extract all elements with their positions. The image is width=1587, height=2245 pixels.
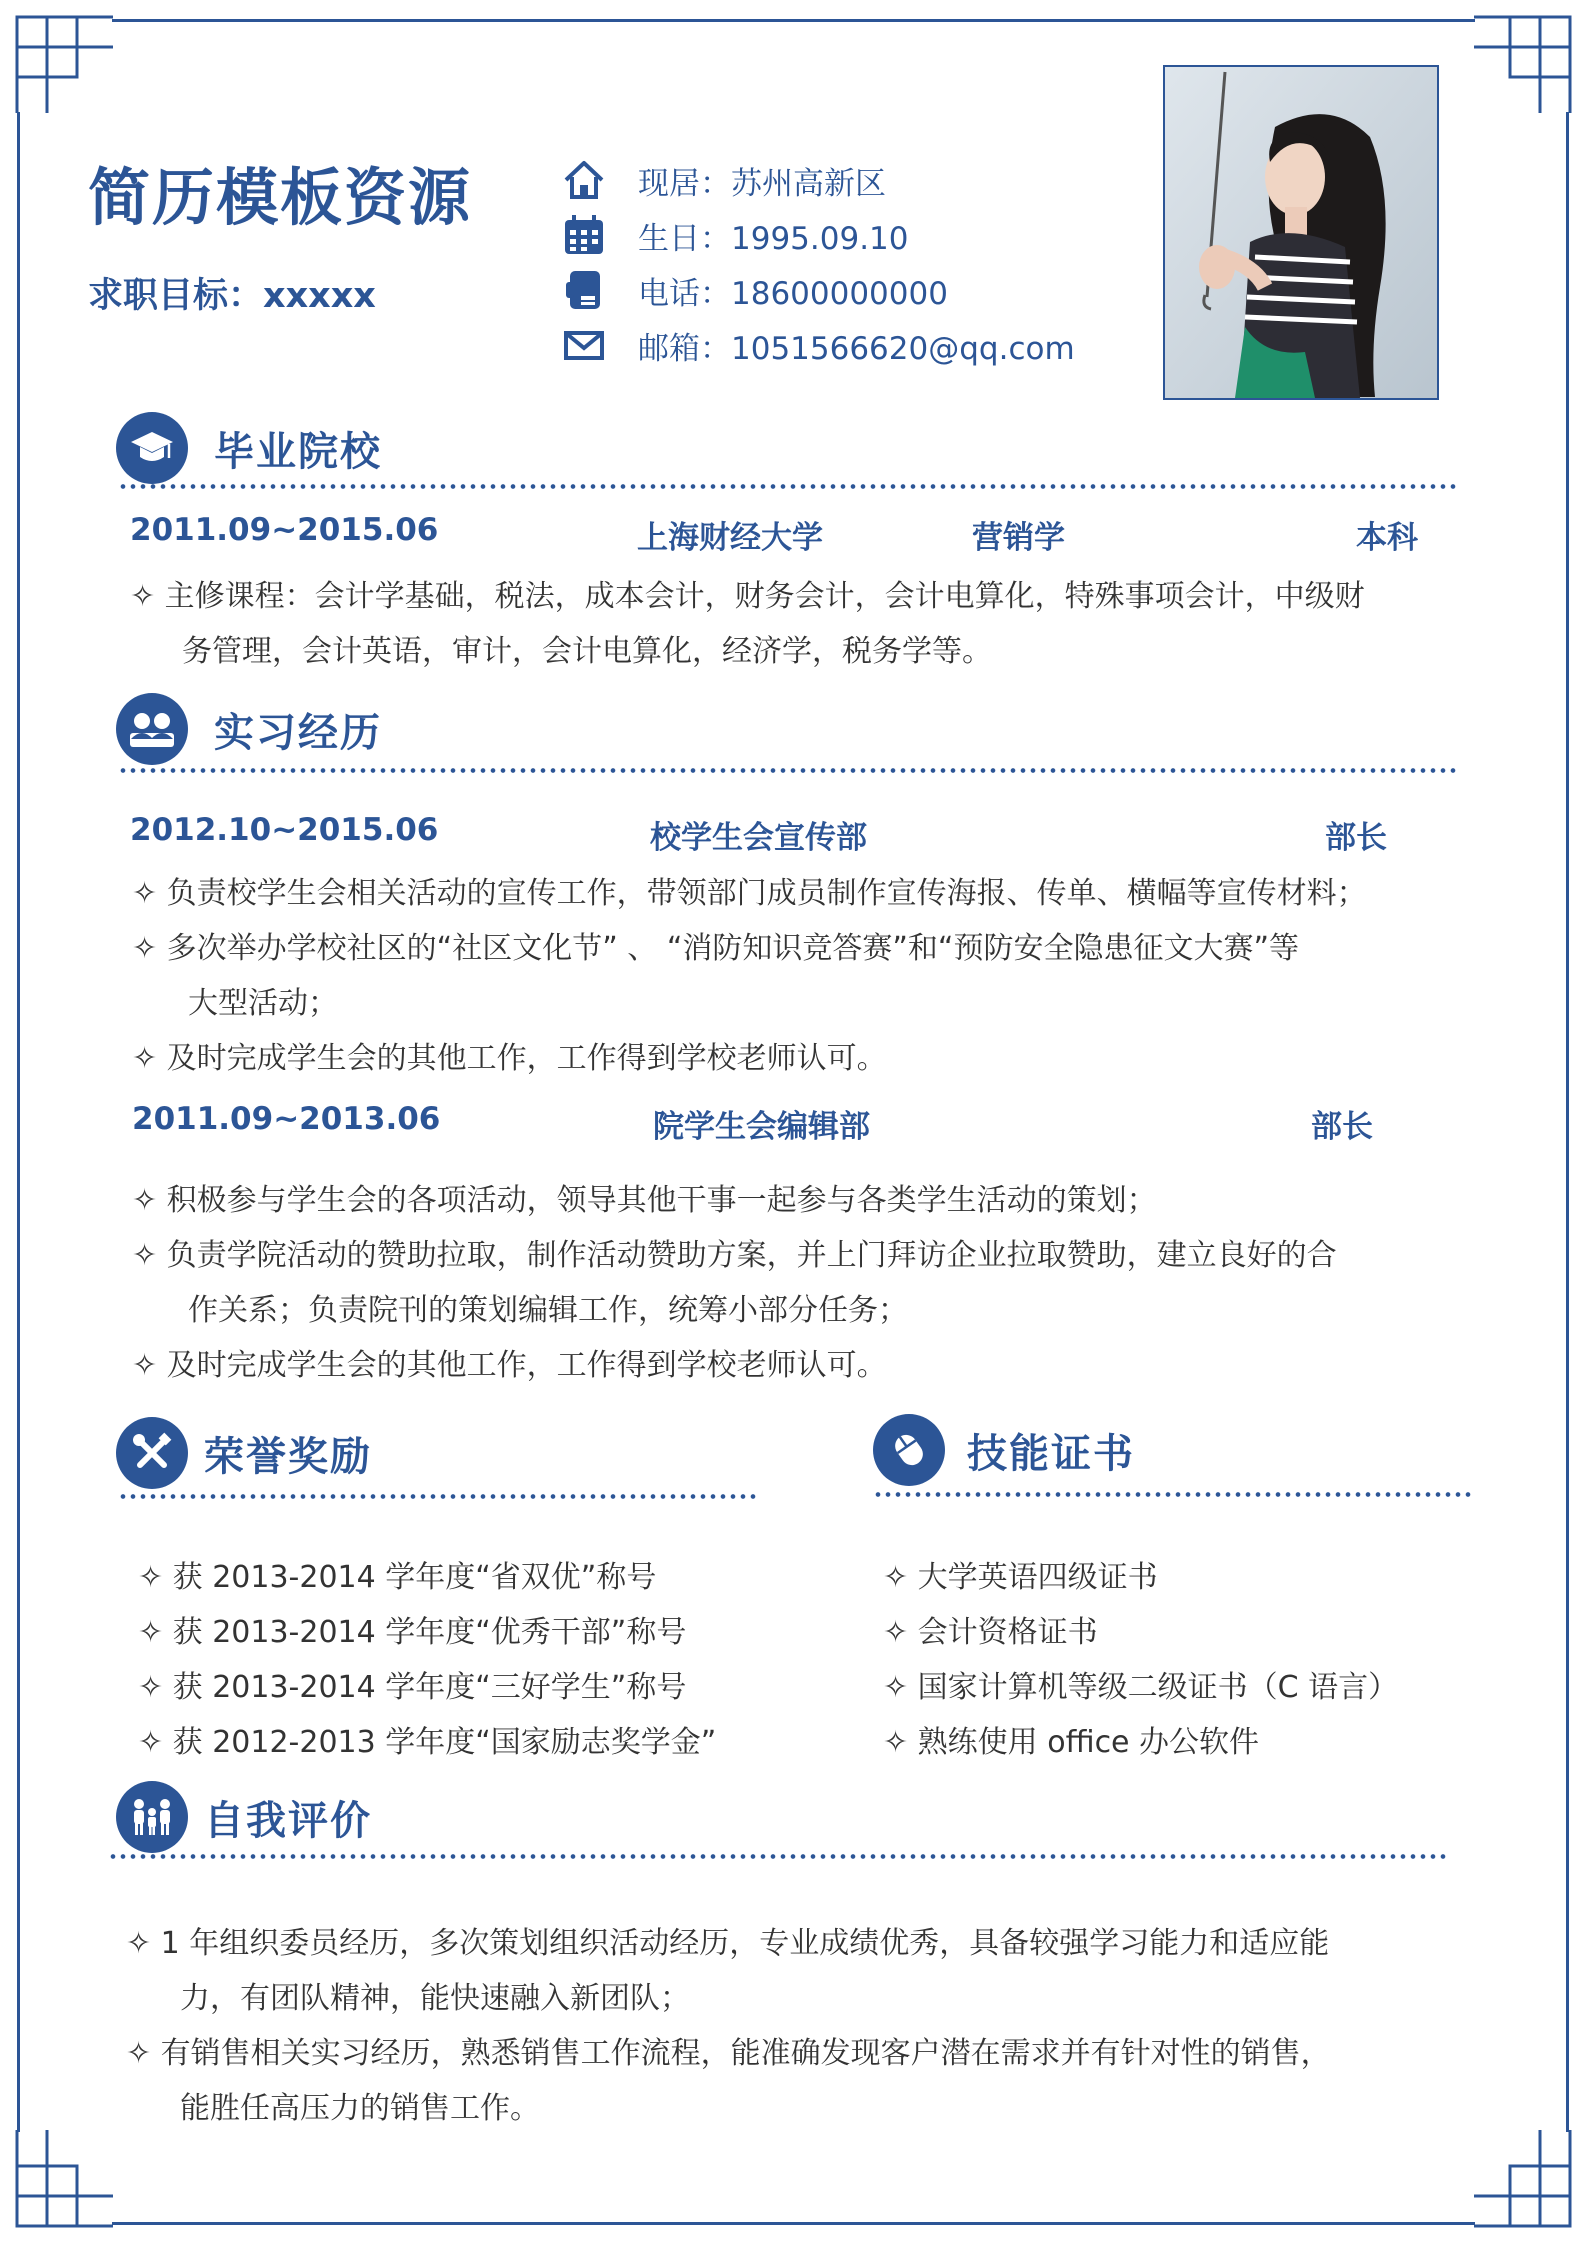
skill-item-2: ✧ 会计资格证书	[883, 1615, 1098, 1650]
job-1-date: 2012.10~2015.06	[130, 812, 439, 848]
section-internship-header	[116, 689, 382, 769]
graduation-cap-icon	[116, 412, 188, 484]
frame-left	[17, 112, 20, 2132]
section-self-eval-divider	[108, 1854, 1450, 1859]
education-degree: 本科	[1356, 520, 1418, 556]
job-1-line-2: ✧ 多次举办学校社区的“社区文化节” 、 “消防知识竞答赛”和“预防安全隐患征文大赛”等	[132, 931, 1299, 966]
section-education-divider	[118, 484, 1458, 489]
skill-item-3: ✧ 国家计算机等级二级证书（C 语言）	[883, 1670, 1399, 1705]
job-2-org: 院学生会编辑部	[653, 1109, 870, 1145]
section-self-eval-header	[116, 1777, 372, 1857]
education-courses-line-2: 务管理，会计英语，审计，会计电算化，经济学，税务学等。	[182, 634, 992, 669]
job-2-line-3: 作关系；负责院刊的策划编辑工作，统筹小部分任务；	[188, 1293, 908, 1328]
skill-item-1: ✧ 大学英语四级证书	[883, 1560, 1158, 1595]
job-2-date: 2011.09~2013.06	[132, 1101, 441, 1137]
job-1-line-1: ✧ 负责校学生会相关活动的宣传工作，带领部门成员制作宣传海报、传单、横幅等宣传材料；	[132, 876, 1367, 911]
phone-icon	[560, 266, 608, 314]
job-2-line-4: ✧ 及时完成学生会的其他工作，工作得到学校老师认可。	[132, 1348, 887, 1383]
corner-ornament-bottom-right	[1472, 2128, 1572, 2228]
job-1-role: 部长	[1325, 820, 1387, 856]
mouse-icon	[873, 1414, 945, 1486]
frame-top	[112, 19, 1475, 22]
job-2-line-1: ✧ 积极参与学生会的各项活动，领导其他干事一起参与各类学生活动的策划；	[132, 1183, 1157, 1218]
education-major: 营销学	[972, 520, 1065, 556]
section-education-header	[116, 408, 382, 488]
corner-ornament-bottom-left	[15, 2128, 115, 2228]
contact-birthday	[560, 210, 909, 260]
job-1-line-3: 大型活动；	[188, 986, 338, 1021]
corner-ornament-top-right	[1472, 15, 1572, 115]
job-1-line-4: ✧ 及时完成学生会的其他工作，工作得到学校老师认可。	[132, 1041, 887, 1076]
job-objective: 求职目标：xxxxx	[88, 276, 376, 316]
honor-item-3: ✧ 获 2013-2014 学年度“三好学生”称号	[138, 1670, 687, 1705]
section-skills-divider	[873, 1492, 1473, 1497]
self-eval-line-4: 能胜任高压力的销售工作。	[180, 2091, 540, 2126]
honor-item-2: ✧ 获 2013-2014 学年度“优秀干部”称号	[138, 1615, 687, 1650]
contact-phone-text: 电话：18600000000	[638, 275, 948, 312]
job-1-org: 校学生会宣传部	[650, 820, 867, 856]
section-honors-divider	[118, 1494, 760, 1499]
section-internship-divider	[118, 768, 1458, 773]
job-2-line-2: ✧ 负责学院活动的赞助拉取，制作活动赞助方案，并上门拜访企业拉取赞助，建立良好的合	[132, 1238, 1337, 1273]
contact-phone	[560, 265, 948, 315]
contact-address	[560, 155, 886, 205]
mail-icon	[560, 321, 608, 369]
contact-email-text: 邮箱：1051566620@qq.com	[638, 330, 1075, 367]
education-date: 2011.09~2015.06	[130, 512, 439, 548]
skill-item-4: ✧ 熟练使用 office 办公软件	[883, 1725, 1260, 1760]
self-eval-line-1: ✧ 1 年组织委员经历，多次策划组织活动经历，专业成绩优秀，具备较强学习能力和适应能	[126, 1926, 1330, 1961]
calendar-icon	[560, 211, 608, 259]
team-icon	[116, 693, 188, 765]
section-education-title: 毕业院校	[214, 428, 382, 475]
section-self-eval-title: 自我评价	[204, 1797, 372, 1844]
home-icon	[560, 156, 608, 204]
section-honors-header	[116, 1413, 372, 1493]
contact-email	[560, 320, 1075, 370]
section-skills-title: 技能证书	[967, 1430, 1135, 1477]
honor-item-4: ✧ 获 2012-2013 学年度“国家励志奖学金”	[138, 1725, 717, 1760]
section-skills-header	[873, 1410, 1135, 1490]
self-eval-line-2: 力，有团队精神，能快速融入新团队；	[180, 1981, 690, 2016]
corner-ornament-top-left	[15, 15, 115, 115]
section-internship-title: 实习经历	[214, 709, 382, 756]
education-school: 上海财经大学	[637, 520, 823, 556]
family-icon	[116, 1781, 188, 1853]
contact-address-text: 现居：苏州高新区	[638, 165, 886, 202]
profile-photo	[1163, 65, 1439, 400]
contact-birthday-text: 生日：1995.09.10	[638, 220, 909, 257]
frame-right	[1566, 112, 1569, 2132]
frame-bottom	[112, 2222, 1475, 2225]
self-eval-line-3: ✧ 有销售相关实习经历，熟悉销售工作流程，能准确发现客户潜在需求并有针对性的销售，	[126, 2036, 1331, 2071]
tools-icon	[116, 1417, 188, 1489]
education-courses-line-1: ✧ 主修课程：会计学基础，税法，成本会计，财务会计，会计电算化，特殊事项会计，中级财	[130, 579, 1365, 614]
section-honors-title: 荣誉奖励	[204, 1433, 372, 1480]
job-2-role: 部长	[1311, 1109, 1373, 1145]
resume-name: 简历模板资源	[88, 161, 473, 234]
honor-item-1: ✧ 获 2013-2014 学年度“省双优”称号	[138, 1560, 657, 1595]
